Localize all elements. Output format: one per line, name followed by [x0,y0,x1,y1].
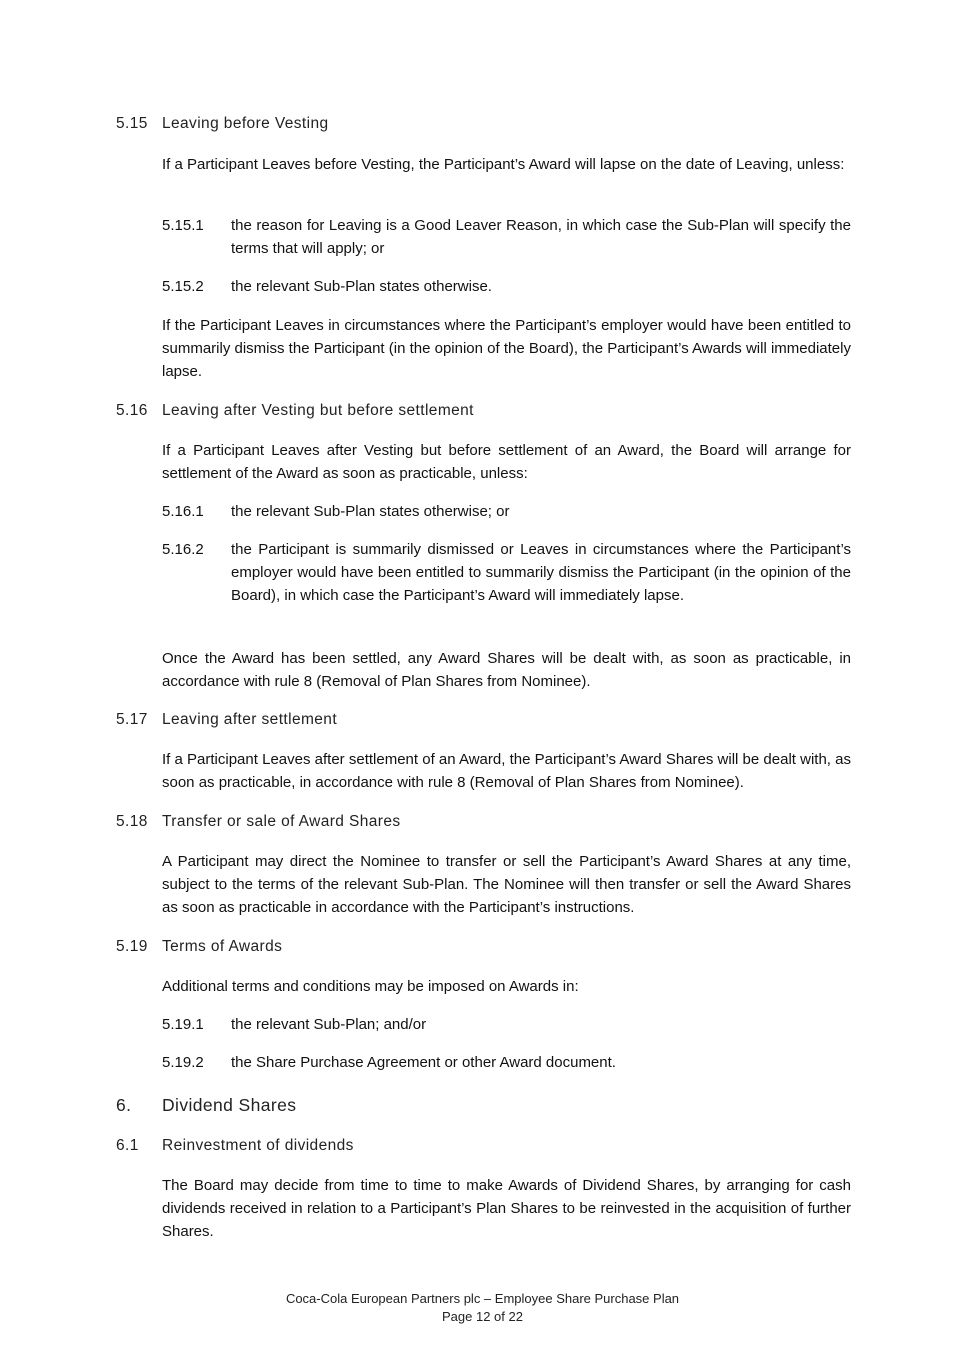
clause-text: the relevant Sub-Plan states otherwise; or [231,503,510,520]
section-number: 5.16 [116,402,148,419]
clause-text: the relevant Sub-Plan states otherwise. [231,278,492,295]
clause-number: 5.19.1 [162,1016,204,1033]
sub-clause-5-15-1 [162,214,851,260]
section-title: Reinvestment of dividends [162,1137,354,1154]
sub-clause-5-15-2 [162,275,851,298]
footer-page-number: Page 12 of 22 [442,1309,523,1324]
clause-number: 5.16.2 [162,541,204,558]
clause-number: 5.19.2 [162,1054,204,1071]
clause-number: 5.16.1 [162,503,204,520]
section-title: Leaving after settlement [162,711,338,728]
paragraph: The Board may decide from time to time to make Awards of Dividend Shares, by arranging for cash dividends received in relation to a Participant’s Plan Shares to be reinvested in the acquisition of further Shares. [162,1177,851,1240]
clause-text: the Participant is summarily dismissed or Leaves in circumstances where the Participant’s employer would have been entitled to summarily dismiss the Participant (in the opinion of the Board), in which case the Participant’s Award will immediately lapse. [231,541,851,604]
section-number: 5.19 [116,938,148,955]
paragraph: Additional terms and conditions may be imposed on Awards in: [162,978,579,995]
paragraph: If a Participant Leaves after Vesting but before settlement of an Award, the Board will arrange for settlement of the Award as soon as practicable, unless: [162,442,851,482]
section-number: 5.15 [116,115,148,132]
paragraph: If the Participant Leaves in circumstances where the Participant’s employer would have been entitled to summarily dismiss the Participant (in the opinion of the Board), the Participant’s Awards will immediately lapse. [162,317,851,380]
section-title: Leaving before Vesting [162,115,329,132]
section-number: 5.17 [116,711,148,728]
clause-text: the Share Purchase Agreement or other Award document. [231,1054,616,1071]
clause-text: the relevant Sub-Plan; and/or [231,1016,427,1033]
clause-number: 5.15.1 [162,217,204,234]
paragraph: If a Participant Leaves before Vesting, the Participant’s Award will lapse on the date of Leaving, unless: [162,156,845,173]
section-number: 6. [116,1095,132,1115]
paragraph: Once the Award has been settled, any Award Shares will be dealt with, as soon as practicable, in accordance with rule 8 (Removal of Plan Shares from Nominee). [162,650,851,690]
section-title: Leaving after Vesting but before settlement [162,402,474,419]
section-title: Transfer or sale of Award Shares [162,813,401,830]
page-footer [0,1290,965,1326]
section-number: 5.18 [116,813,148,830]
section-title: Terms of Awards [162,938,283,955]
clause-text: the reason for Leaving is a Good Leaver Reason, in which case the Sub-Plan will specify the terms that will apply; or [231,217,851,257]
sub-clause-5-19-1 [162,1013,851,1036]
section-number: 6.1 [116,1137,139,1154]
section-title: Dividend Shares [162,1095,297,1115]
sub-clause-5-16-1 [162,500,851,523]
sub-clause-5-16-2 [162,538,851,607]
paragraph: A Participant may direct the Nominee to transfer or sell the Participant’s Award Shares at any time, subject to the terms of the relevant Sub-Plan. The Nominee will then transfer or sell the Award Shares as soon as practicable in accordance with the Participant’s instructions. [162,853,851,916]
clause-number: 5.15.2 [162,278,204,295]
sub-clause-5-19-2 [162,1051,851,1074]
paragraph: If a Participant Leaves after settlement of an Award, the Participant’s Award Shares will be dealt with, as soon as practicable, in accordance with rule 8 (Removal of Plan Shares from Nominee). [162,751,851,791]
footer-document-title: Coca-Cola European Partners plc – Employee Share Purchase Plan [285,1291,680,1306]
